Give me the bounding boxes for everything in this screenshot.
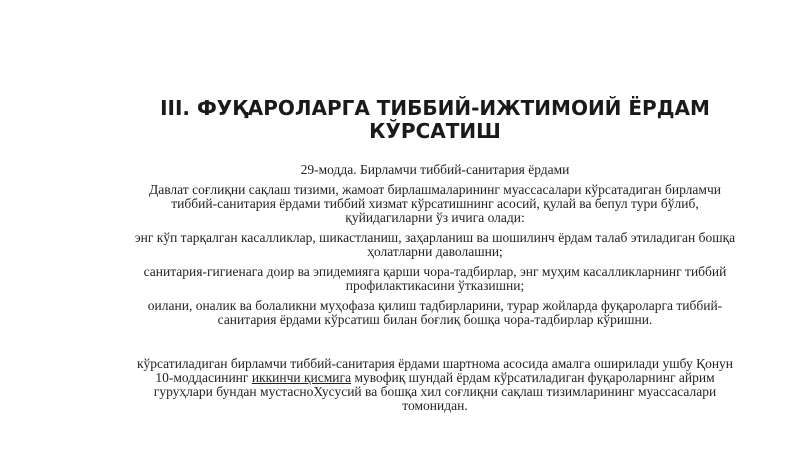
article-heading: 29-модда. Бирламчи тиббий-санитария ёрдами: [300, 162, 570, 177]
paragraph-treatment: энг кўп тарқалган касалликлар, шикастланиш, заҳарланиш ва шошилинч ёрдам талаб этиладиган бошқа ҳолатларни даволашни;: [134, 230, 736, 259]
paragraph-intro: Давлат соғлиқни сақлаш тизими, жамоат бирлашмаларининг муассасалари кўрсатадиган бирламчи тиббий-санитария ёрдами тиббий хизмат кўрсатишнинг асосий, қулай ва бепул тури бўлиб, қуйидагиларни ўз ичига олади:: [149, 182, 721, 225]
paragraph-sanitary: санитария-гигиенага доир ва эпидемияга қарши чора-тадбирлар, энг муҳим касалликларнинг тиббий профилактикасини ўтказишни;: [143, 264, 727, 293]
slide-body: [130, 163, 740, 419]
paragraph-family: оилани, оналик ва болаликни муҳофаза қилиш тадбирларини, турар жойларда фуқароларга тиббий-санитария ёрдами кўрсатиш билан боғлиқ бошқа чора-тадбирлар кўришни.: [147, 298, 723, 327]
paragraph-private-part-2: мувофиқ шундай ёрдам кўрсатиладиган фуқароларнинг айрим гуруҳлари бундан мустасноХусусий ва бошқа хил соғлиқни сақлаш тизимларининг муассасалари томонидан.: [153, 370, 717, 413]
slide-title: III. ФУҚАРОЛАРГА ТИББИЙ-ИЖТИМОИЙ ЁРДАМ КЎРСАТИШ: [160, 96, 710, 143]
paragraph-private: [130, 357, 740, 413]
paragraph-private-part-1: кўрсатиладиган бирламчи тиббий-санитария ёрдами шартнома асосида амалга оширилади ушбу Қонун 10-моддасининг: [136, 356, 734, 385]
law-reference-link[interactable]: иккинчи қисмига: [251, 370, 352, 385]
